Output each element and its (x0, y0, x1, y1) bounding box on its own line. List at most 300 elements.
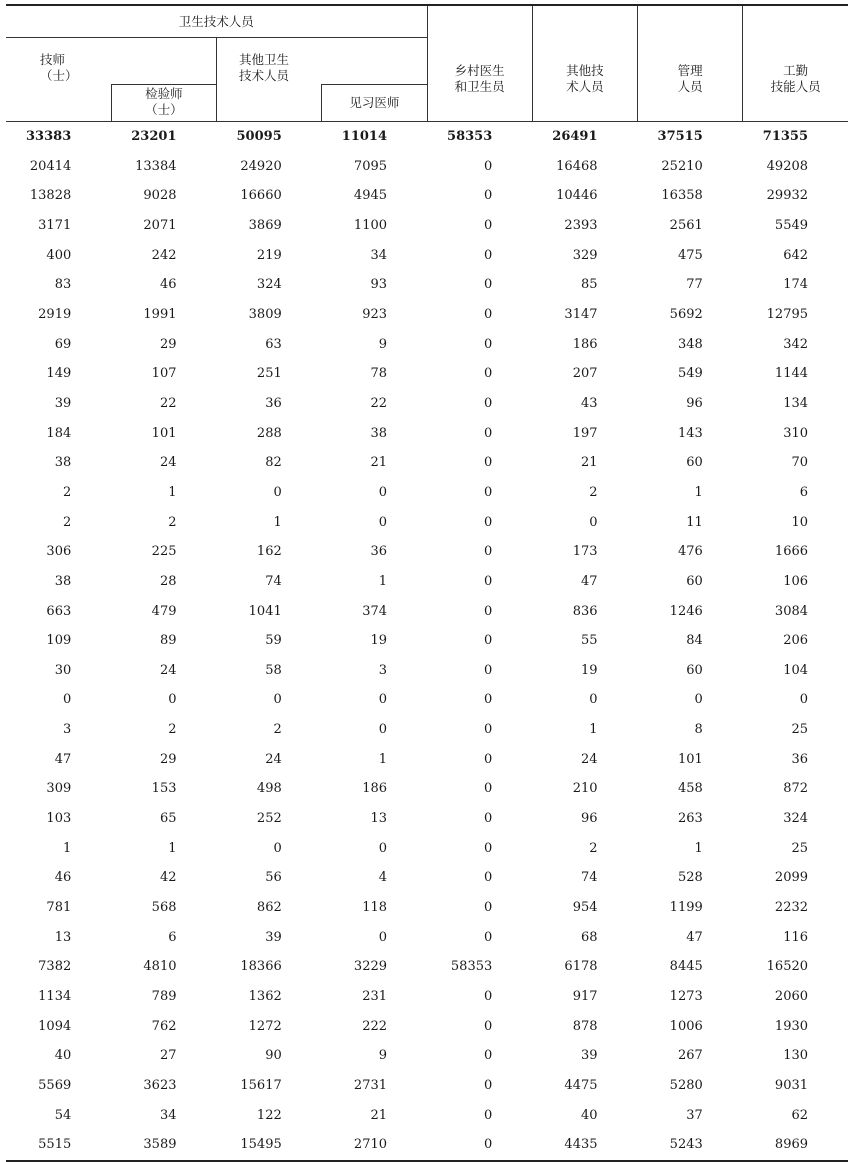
cell-service-workers: 70 (791, 455, 809, 471)
cell-admin-staff: 1273 (669, 989, 703, 1005)
table-row (6, 448, 848, 478)
cell-other-tech-staff: 24 (580, 751, 598, 767)
cell-village-doctors: 0 (483, 425, 493, 441)
cell-intern-doctor: 374 (362, 603, 388, 619)
cell-intern-doctor: 923 (362, 306, 388, 322)
cell-lab-technician: 225 (151, 544, 177, 560)
cell-service-workers: 1930 (774, 1018, 809, 1034)
cell-lab-technician: 762 (151, 1018, 177, 1034)
cell-technician: 1134 (38, 989, 72, 1005)
cell-village-doctors: 0 (483, 1107, 493, 1123)
cell-other-tech-staff: 19 (580, 662, 598, 678)
cell-other-health-tech: 56 (265, 870, 282, 886)
cell-village-doctors: 0 (483, 662, 493, 678)
cell-admin-staff: 77 (686, 277, 703, 293)
cell-service-workers: 104 (783, 662, 809, 678)
cell-village-doctors: 0 (483, 1078, 493, 1093)
cell-intern-doctor: 186 (362, 781, 388, 797)
cell-technician: 13828 (29, 188, 72, 204)
cell-service-workers: 49208 (766, 158, 809, 174)
cell-service-workers: 25 (791, 722, 809, 738)
table-row (6, 1071, 848, 1101)
cell-intern-doctor: 11014 (341, 129, 388, 144)
cell-admin-staff: 60 (686, 573, 703, 589)
cell-other-health-tech: 288 (256, 425, 282, 441)
cell-village-doctors: 0 (483, 336, 493, 352)
cell-lab-technician: 34 (159, 1107, 177, 1123)
cell-technician: 39 (54, 395, 72, 411)
cell-service-workers: 25 (791, 840, 809, 856)
cell-village-doctors: 0 (483, 158, 493, 174)
cell-other-tech-staff: 3147 (564, 306, 598, 322)
cell-service-workers: 310 (783, 425, 809, 441)
table-row (6, 300, 848, 330)
cell-other-health-tech: 59 (265, 633, 282, 649)
cell-lab-technician: 1991 (143, 306, 177, 322)
cell-other-health-tech: 74 (265, 573, 282, 589)
cell-admin-staff: 476 (677, 544, 703, 560)
cell-intern-doctor: 0 (378, 840, 388, 856)
cell-lab-technician: 3623 (143, 1078, 177, 1093)
cell-admin-staff: 549 (677, 366, 703, 382)
cell-technician: 38 (54, 573, 72, 589)
cell-service-workers: 342 (783, 336, 809, 352)
cell-service-workers: 130 (783, 1048, 809, 1064)
cell-technician: 2 (62, 484, 72, 500)
cell-service-workers: 6 (799, 484, 809, 500)
table-row (6, 1101, 848, 1131)
cell-technician: 3171 (38, 217, 72, 233)
cell-village-doctors: 0 (483, 722, 493, 738)
cell-technician: 30 (54, 662, 72, 678)
cell-village-doctors: 0 (483, 188, 493, 204)
cell-service-workers: 8969 (743, 1130, 848, 1161)
table-row (6, 1012, 848, 1042)
cell-service-workers: 12795 (766, 306, 809, 322)
cell-other-health-tech: 24 (265, 751, 282, 767)
cell-technician: 2 (62, 514, 72, 530)
table-row (6, 211, 848, 241)
cell-admin-staff: 37515 (657, 129, 703, 144)
cell-lab-technician: 1 (168, 840, 177, 856)
cell-other-tech-staff: 43 (580, 395, 598, 411)
cell-lab-technician: 89 (159, 633, 177, 649)
table-row (6, 685, 848, 715)
cell-other-tech-staff: 4435 (532, 1130, 637, 1161)
cell-other-tech-staff: 96 (580, 811, 598, 827)
cell-other-tech-staff: 85 (580, 277, 598, 293)
cell-admin-staff: 458 (677, 781, 703, 797)
cell-other-tech-staff: 207 (572, 366, 598, 382)
cell-intern-doctor: 78 (370, 366, 388, 382)
cell-other-health-tech: 2 (273, 722, 282, 738)
cell-technician: 663 (46, 603, 72, 619)
cell-intern-doctor: 2710 (322, 1130, 427, 1161)
cell-lab-technician: 24 (159, 455, 177, 471)
cell-lab-technician: 107 (151, 366, 177, 382)
cell-service-workers: 324 (783, 811, 809, 827)
cell-village-doctors: 0 (483, 514, 493, 530)
cell-intern-doctor: 19 (370, 633, 388, 649)
cell-lab-technician: 24 (159, 662, 177, 678)
cell-intern-doctor: 9 (378, 336, 388, 352)
cell-village-doctors: 0 (483, 455, 493, 471)
cell-technician: 33383 (26, 129, 72, 144)
cell-village-doctors: 0 (483, 306, 493, 322)
table-row (6, 923, 848, 953)
header-admin-staff: 管理 人员 (638, 5, 743, 122)
cell-admin-staff: 8 (694, 722, 703, 738)
cell-intern-doctor: 9 (378, 1048, 388, 1064)
cell-technician: 2919 (38, 306, 72, 322)
cell-admin-staff: 263 (677, 811, 703, 827)
cell-other-health-tech: 0 (273, 692, 282, 708)
table-row (6, 1041, 848, 1071)
cell-lab-technician: 2071 (143, 217, 177, 233)
cell-admin-staff: 5280 (669, 1078, 703, 1093)
header-other-health-spacer (217, 85, 322, 122)
cell-admin-staff: 47 (686, 929, 703, 945)
cell-lab-technician: 479 (151, 603, 177, 619)
cell-other-health-tech: 15495 (217, 1130, 322, 1161)
cell-lab-technician: 4810 (143, 959, 177, 975)
cell-technician: 5569 (38, 1078, 72, 1093)
cell-village-doctors: 0 (483, 484, 493, 500)
cell-intern-doctor: 7095 (353, 158, 388, 174)
cell-intern-doctor: 231 (362, 989, 388, 1005)
header-health-tech-group: 卫生技术人员 (6, 5, 427, 38)
table-row (6, 863, 848, 893)
cell-service-workers: 16520 (766, 959, 809, 975)
cell-technician: 0 (62, 692, 72, 708)
cell-other-health-tech: 1 (273, 514, 282, 530)
cell-technician: 40 (54, 1048, 72, 1064)
cell-admin-staff: 5243 (638, 1130, 743, 1161)
cell-technician: 20414 (29, 158, 72, 174)
cell-admin-staff: 8445 (669, 959, 703, 975)
cell-other-health-tech: 1272 (248, 1018, 282, 1034)
cell-other-tech-staff: 6178 (564, 959, 598, 975)
cell-other-tech-staff: 55 (580, 633, 598, 649)
table-row (6, 834, 848, 864)
cell-admin-staff: 1 (694, 484, 703, 500)
cell-other-health-tech: 63 (265, 336, 282, 352)
cell-technician: 54 (54, 1107, 72, 1123)
cell-intern-doctor: 3229 (353, 959, 388, 975)
cell-village-doctors: 0 (483, 1018, 493, 1034)
cell-admin-staff: 528 (677, 870, 703, 886)
cell-intern-doctor: 0 (378, 722, 388, 738)
cell-village-doctors: 0 (483, 989, 493, 1005)
cell-other-tech-staff: 39 (580, 1048, 598, 1064)
cell-service-workers: 2099 (774, 870, 809, 886)
cell-service-workers: 9031 (774, 1078, 809, 1093)
cell-service-workers: 62 (791, 1107, 809, 1123)
cell-village-doctors: 0 (483, 366, 493, 382)
table-row (6, 804, 848, 834)
cell-intern-doctor: 22 (370, 395, 388, 411)
cell-intern-doctor: 34 (370, 247, 388, 263)
cell-lab-technician: 29 (159, 751, 177, 767)
cell-service-workers: 36 (791, 751, 809, 767)
table-row (6, 893, 848, 923)
cell-lab-technician: 42 (159, 870, 177, 886)
header-technician: 技师 （士） (40, 52, 78, 83)
cell-other-tech-staff: 4475 (564, 1078, 598, 1093)
cell-admin-staff: 60 (686, 662, 703, 678)
cell-technician: 5515 (6, 1130, 111, 1161)
cell-service-workers: 642 (783, 247, 809, 263)
cell-village-doctors: 58353 (447, 129, 493, 144)
cell-village-doctors: 0 (483, 573, 493, 589)
cell-admin-staff: 1 (694, 840, 703, 856)
cell-other-tech-staff: 0 (589, 692, 598, 708)
cell-village-doctors: 0 (483, 217, 493, 233)
header-other-health-tech: 其他卫生 技术人员 (217, 38, 428, 85)
cell-technician: 3 (62, 722, 72, 738)
table-row (6, 597, 848, 627)
cell-admin-staff: 143 (677, 425, 703, 441)
cell-service-workers: 206 (783, 633, 809, 649)
cell-other-tech-staff: 878 (572, 1018, 598, 1034)
cell-admin-staff: 96 (686, 395, 703, 411)
table-row (6, 508, 848, 538)
cell-other-tech-staff: 173 (572, 544, 598, 560)
cell-admin-staff: 1246 (669, 603, 703, 619)
table-row (6, 181, 848, 211)
table-row (6, 330, 848, 360)
cell-other-tech-staff: 2393 (564, 217, 598, 233)
cell-admin-staff: 348 (677, 336, 703, 352)
cell-lab-technician: 46 (159, 277, 177, 293)
cell-technician: 13 (54, 929, 72, 945)
cell-village-doctors: 0 (483, 870, 493, 886)
cell-other-health-tech: 18366 (240, 959, 282, 975)
cell-other-health-tech: 3809 (248, 306, 282, 322)
cell-intern-doctor: 21 (370, 455, 388, 471)
cell-intern-doctor: 1 (378, 573, 388, 589)
cell-technician: 46 (54, 870, 72, 886)
cell-admin-staff: 84 (686, 633, 703, 649)
cell-other-tech-staff: 186 (572, 336, 598, 352)
cell-other-tech-staff: 40 (580, 1107, 598, 1123)
cell-intern-doctor: 4 (378, 870, 388, 886)
cell-service-workers: 71355 (762, 129, 809, 144)
header-other-tech-staff: 其他技 术人员 (532, 5, 637, 122)
table-row (6, 478, 848, 508)
cell-other-health-tech: 324 (256, 277, 282, 293)
cell-admin-staff: 37 (686, 1107, 703, 1123)
cell-admin-staff: 25210 (661, 158, 703, 174)
cell-service-workers: 174 (783, 277, 809, 293)
cell-village-doctors: 0 (483, 247, 493, 263)
cell-lab-technician: 568 (151, 900, 177, 916)
cell-admin-staff: 1006 (669, 1018, 703, 1034)
cell-technician: 47 (54, 751, 72, 767)
cell-intern-doctor: 222 (362, 1018, 388, 1034)
cell-lab-technician: 9028 (143, 188, 177, 204)
cell-village-doctors: 0 (427, 1130, 532, 1161)
cell-service-workers: 29932 (766, 188, 809, 204)
cell-service-workers: 2060 (774, 989, 809, 1005)
cell-lab-technician: 13384 (135, 158, 177, 174)
cell-lab-technician: 789 (151, 989, 177, 1005)
table-row (6, 359, 848, 389)
cell-lab-technician: 6 (168, 929, 177, 945)
header-intern-doctor: 见习医师 (322, 85, 427, 122)
cell-village-doctors: 0 (483, 633, 493, 649)
cell-other-tech-staff: 0 (589, 514, 598, 530)
cell-other-tech-staff: 836 (572, 603, 598, 619)
table-body (6, 122, 848, 1161)
cell-other-health-tech: 862 (256, 900, 282, 916)
cell-lab-technician: 2 (168, 514, 177, 530)
cell-lab-technician: 0 (168, 692, 177, 708)
header-technician-spacer (6, 85, 111, 122)
header-lab-technician: 检验师 （士） (111, 85, 216, 122)
cell-admin-staff: 475 (677, 247, 703, 263)
cell-technician: 309 (46, 781, 72, 797)
table-row (6, 241, 848, 271)
cell-technician: 103 (46, 811, 72, 827)
cell-service-workers: 2232 (774, 900, 809, 916)
cell-other-tech-staff: 210 (572, 781, 598, 797)
cell-intern-doctor: 4945 (353, 188, 388, 204)
cell-other-health-tech: 0 (273, 840, 282, 856)
cell-intern-doctor: 1100 (353, 217, 388, 233)
cell-other-health-tech: 15617 (240, 1078, 282, 1093)
cell-technician: 83 (54, 277, 72, 293)
cell-other-tech-staff: 917 (572, 989, 598, 1005)
cell-intern-doctor: 0 (378, 692, 388, 708)
cell-lab-technician: 27 (159, 1048, 177, 1064)
cell-village-doctors: 0 (483, 781, 493, 797)
cell-service-workers: 3084 (774, 603, 809, 619)
health-personnel-table (6, 4, 848, 1162)
cell-technician: 38 (54, 455, 72, 471)
cell-service-workers: 1666 (774, 544, 809, 560)
cell-technician: 184 (46, 425, 72, 441)
cell-village-doctors: 0 (483, 1048, 493, 1064)
cell-service-workers: 116 (783, 929, 809, 945)
cell-technician: 400 (46, 247, 72, 263)
cell-village-doctors: 0 (483, 603, 493, 619)
cell-admin-staff: 0 (694, 692, 703, 708)
table-row (6, 626, 848, 656)
table-header (6, 5, 848, 122)
cell-lab-technician: 1 (168, 484, 177, 500)
cell-village-doctors: 0 (483, 900, 493, 916)
cell-lab-technician: 29 (159, 336, 177, 352)
table-row (6, 122, 848, 152)
cell-service-workers: 5549 (774, 217, 809, 233)
table-row (6, 745, 848, 775)
cell-other-health-tech: 251 (256, 366, 282, 382)
cell-other-tech-staff: 47 (580, 573, 598, 589)
table-row (6, 982, 848, 1012)
table-row (6, 270, 848, 300)
cell-intern-doctor: 118 (362, 900, 388, 916)
cell-service-workers: 134 (783, 395, 809, 411)
cell-other-tech-staff: 16468 (556, 158, 598, 174)
cell-admin-staff: 267 (677, 1048, 703, 1064)
cell-other-health-tech: 219 (256, 247, 282, 263)
cell-service-workers: 0 (799, 692, 809, 708)
cell-other-health-tech: 0 (273, 484, 282, 500)
cell-other-health-tech: 16660 (240, 188, 282, 204)
cell-other-health-tech: 162 (256, 544, 282, 560)
cell-service-workers: 10 (791, 514, 809, 530)
cell-other-health-tech: 122 (256, 1107, 282, 1123)
table-row (6, 389, 848, 419)
cell-other-tech-staff: 2 (589, 484, 598, 500)
table-row (6, 1130, 848, 1161)
cell-intern-doctor: 13 (370, 811, 388, 827)
cell-village-doctors: 0 (483, 277, 493, 293)
cell-other-tech-staff: 74 (580, 870, 598, 886)
cell-lab-technician: 242 (151, 247, 177, 263)
cell-other-health-tech: 50095 (236, 129, 282, 144)
cell-village-doctors: 0 (483, 929, 493, 945)
cell-intern-doctor: 38 (370, 425, 388, 441)
cell-other-health-tech: 90 (265, 1048, 282, 1064)
cell-other-tech-staff: 10446 (556, 188, 598, 204)
cell-lab-technician: 101 (151, 425, 177, 441)
table-row (6, 152, 848, 182)
cell-other-health-tech: 39 (265, 929, 282, 945)
cell-service-workers: 1144 (774, 366, 809, 382)
cell-technician: 109 (46, 633, 72, 649)
cell-technician: 306 (46, 544, 72, 560)
cell-service-workers: 872 (783, 781, 809, 797)
cell-other-tech-staff: 954 (572, 900, 598, 916)
cell-admin-staff: 5692 (669, 306, 703, 322)
cell-technician: 1 (62, 840, 72, 856)
cell-other-tech-staff: 329 (572, 247, 598, 263)
table-row (6, 715, 848, 745)
header-service-workers: 工勤 技能人员 (743, 5, 848, 122)
table-row (6, 656, 848, 686)
cell-village-doctors: 0 (483, 395, 493, 411)
cell-other-health-tech: 24920 (240, 158, 282, 174)
cell-other-tech-staff: 21 (580, 455, 598, 471)
cell-lab-technician: 3589 (111, 1130, 216, 1161)
table-row (6, 537, 848, 567)
cell-intern-doctor: 21 (370, 1107, 388, 1123)
cell-intern-doctor: 2731 (353, 1078, 388, 1093)
cell-other-tech-staff: 197 (572, 425, 598, 441)
cell-other-tech-staff: 2 (589, 840, 598, 856)
cell-other-health-tech: 252 (256, 811, 282, 827)
table-row (6, 567, 848, 597)
cell-admin-staff: 1199 (669, 900, 703, 916)
cell-other-health-tech: 82 (265, 455, 282, 471)
cell-technician: 69 (54, 336, 72, 352)
cell-intern-doctor: 3 (378, 662, 388, 678)
cell-technician: 7382 (38, 959, 72, 975)
cell-village-doctors: 0 (483, 751, 493, 767)
cell-village-doctors: 58353 (450, 959, 493, 975)
cell-intern-doctor: 36 (370, 544, 388, 560)
cell-other-tech-staff: 1 (589, 722, 598, 738)
cell-intern-doctor: 0 (378, 484, 388, 500)
cell-lab-technician: 22 (159, 395, 177, 411)
cell-lab-technician: 65 (159, 811, 177, 827)
table-row (6, 774, 848, 804)
cell-technician: 781 (46, 900, 72, 916)
table-row (6, 419, 848, 449)
cell-village-doctors: 0 (483, 544, 493, 560)
